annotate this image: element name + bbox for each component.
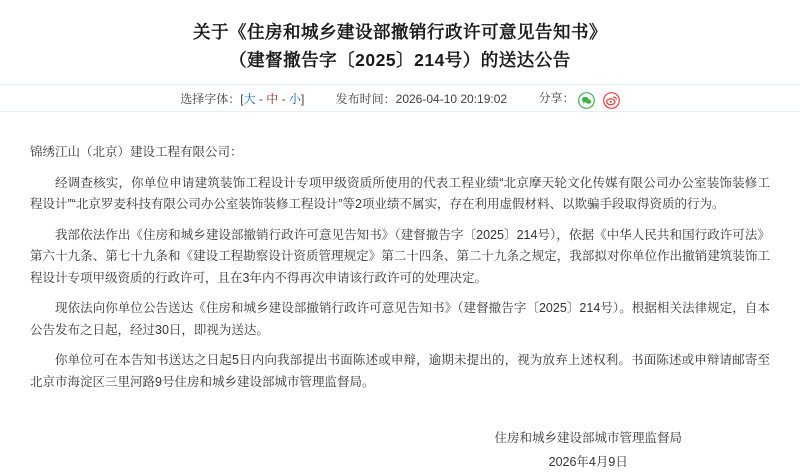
notice-body	[0, 112, 800, 469]
bracket-open: [	[240, 91, 244, 106]
paragraph-4: 你单位可在本告知书送达之日起5日内向我部提出书面陈述或申辩，逾期未提出的，视为放弃上述权利。书面陈述或申辩请邮寄至北京市海淀区三里河路9号住房和城乡建设部城市管理监督局。	[30, 353, 770, 389]
weibo-icon[interactable]	[603, 92, 620, 109]
signature-date: 2026年4月9日	[548, 455, 628, 469]
separator: -	[255, 91, 267, 106]
paragraph-1: 经调查核实，你单位申请建筑装饰工程设计专项甲级资质所使用的代表工程业绩“北京摩天轮文化传媒有限公司办公室装饰装修工程设计”“北京罗麦科技有限公司办公室装饰装修工程设计”等2项业绩不属实，存在利用虚假材料、以欺骗手段取得资质的行为。	[30, 175, 770, 211]
bracket-close: ]	[300, 91, 305, 106]
meta-bar	[0, 84, 800, 112]
font-size-small-button[interactable]: 小	[288, 91, 301, 106]
signature-block	[494, 426, 682, 474]
page-title-line1: 关于《住房和城乡建设部撤销行政许可意见告知书》	[193, 22, 607, 42]
font-size-selector	[180, 86, 304, 112]
font-size-medium-button[interactable]: 中	[266, 91, 279, 106]
publish-time-value: 2026-04-10 20:19:02	[395, 91, 508, 106]
page-title	[0, 0, 800, 74]
paragraph-3: 现依法向你单位公告送达《住房和城乡建设部撤销行政许可意见告知书》（建督撤告字〔2025〕214号）。根据相关法律规定，自本公告发布之日起，经过30日，即视为送达。	[30, 301, 770, 337]
salutation: 锦绣江山（北京）建设工程有限公司：	[30, 145, 243, 159]
page-title-line2: （建督撤告字〔2025〕214号）的送达公告	[229, 50, 571, 70]
font-size-large-button[interactable]: 大	[243, 91, 256, 106]
share-label: 分享：	[538, 91, 575, 106]
wechat-icon[interactable]	[578, 92, 595, 109]
paragraph-2: 我部依法作出《住房和城乡建设部撤销行政许可意见告知书》（建督撤告字〔2025〕214号），依据《中华人民共和国行政许可法》第六十九条、第七十九条和《建设工程勘察设计资质管理规定》第二十四条、第二十九条之规定，我部拟对你单位作出撤销建筑装饰工程设计专项甲级资质的行政许可，且在3年内不得再次申请该行政许可的处理决定。	[30, 227, 770, 285]
signature-org: 住房和城乡建设部城市管理监督局	[494, 431, 682, 445]
separator: -	[278, 91, 289, 106]
font-selector-label: 选择字体：	[180, 91, 241, 106]
share-group	[538, 85, 619, 112]
publish-time-label: 发布时间：	[335, 91, 396, 106]
publish-time	[336, 86, 507, 112]
